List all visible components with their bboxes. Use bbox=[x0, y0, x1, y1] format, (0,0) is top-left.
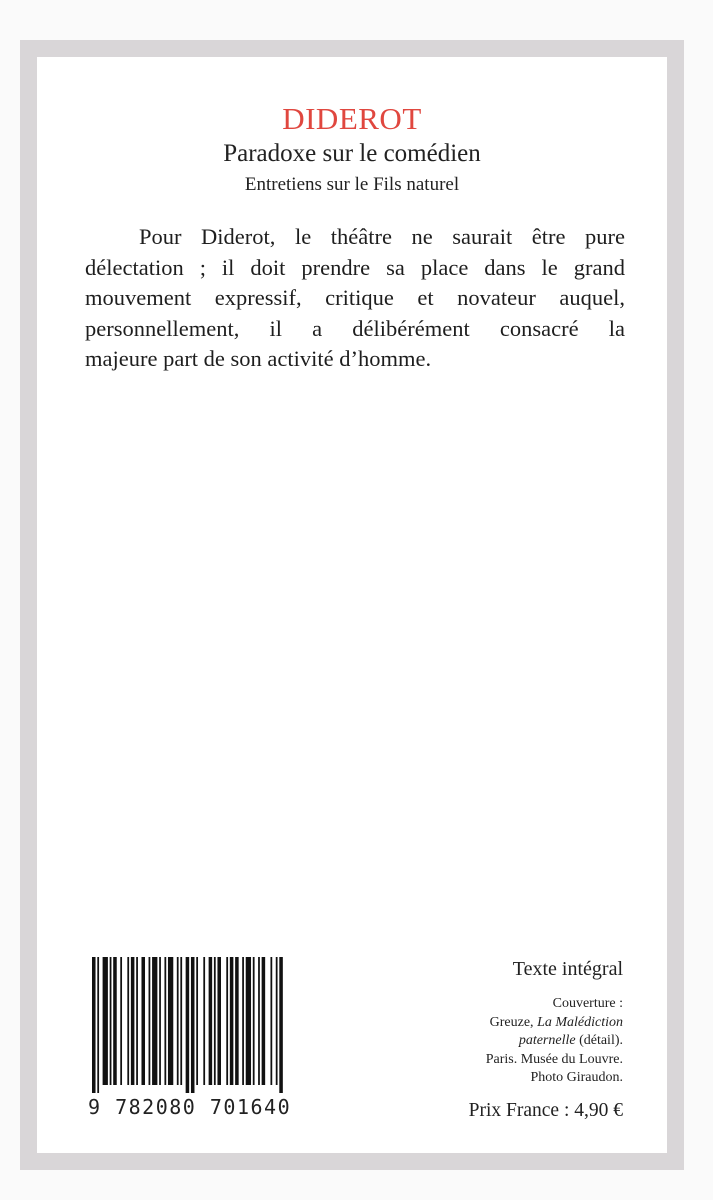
barcode-bar bbox=[262, 957, 266, 1085]
barcode-bar bbox=[253, 957, 255, 1085]
barcode-bar bbox=[110, 957, 112, 1085]
barcode-bar bbox=[246, 957, 251, 1085]
blurb-line: majeure part de son activité d’homme. bbox=[85, 346, 432, 371]
credits-artist: Greuze, bbox=[489, 1014, 534, 1030]
barcode-bar bbox=[136, 957, 138, 1085]
credits-detail: (détail). bbox=[579, 1033, 623, 1048]
barcode-bar bbox=[127, 957, 129, 1085]
barcode-bar bbox=[177, 957, 179, 1085]
barcode-bar bbox=[279, 957, 283, 1093]
barcode-bar bbox=[103, 957, 108, 1085]
barcode-bar bbox=[180, 957, 182, 1085]
barcode-bar bbox=[149, 957, 151, 1085]
blurb-line: Pour Diderot, le théâtre ne saurait être pure bbox=[139, 224, 625, 249]
blurb-line: personnellement, il a délibérément consacré la bbox=[85, 315, 625, 341]
barcode-bar bbox=[242, 957, 244, 1085]
credits-photo: Photo Giraudon. bbox=[530, 1070, 623, 1085]
barcode-bar bbox=[270, 957, 272, 1085]
barcode-bar bbox=[120, 957, 122, 1085]
barcode-bar bbox=[217, 957, 221, 1085]
price-label: Prix France : 4,90 € bbox=[468, 1100, 623, 1121]
blurb-line: mouvement expressif, critique et novateur auquel, bbox=[85, 285, 625, 310]
barcode-bar bbox=[203, 957, 205, 1085]
barcode-bar bbox=[92, 957, 96, 1093]
barcode-bar bbox=[235, 957, 239, 1085]
credits-label: Couverture : bbox=[552, 996, 623, 1011]
barcode-bar bbox=[209, 957, 213, 1085]
barcode-bar bbox=[196, 957, 198, 1085]
barcode bbox=[88, 957, 318, 1117]
barcode-bar bbox=[159, 957, 161, 1085]
blurb-text bbox=[85, 222, 625, 375]
back-cover-panel bbox=[37, 57, 667, 1153]
barcode-bar bbox=[230, 957, 234, 1085]
barcode-bar bbox=[131, 957, 135, 1085]
barcode-bar bbox=[226, 957, 228, 1085]
barcode-bar bbox=[164, 957, 166, 1085]
barcode-bar bbox=[97, 957, 99, 1093]
author-name: DIDEROT bbox=[282, 101, 422, 136]
barcode-bar bbox=[186, 957, 190, 1093]
credits-artwork-line bbox=[403, 1014, 623, 1033]
barcode-bar bbox=[191, 957, 195, 1093]
blurb-line: délectation ; il doit prendre sa place dans le grand bbox=[85, 254, 625, 280]
barcode-bar bbox=[214, 957, 216, 1085]
barcode-bar bbox=[141, 957, 145, 1085]
barcode-bar bbox=[276, 957, 278, 1085]
barcode-bar bbox=[152, 957, 157, 1085]
barcode-bar bbox=[113, 957, 117, 1085]
credits-artwork-title-2: paternelle bbox=[518, 1033, 576, 1048]
credits-artwork-title: La Malédiction bbox=[537, 1014, 623, 1030]
book-subtitle: Entretiens sur le Fils naturel bbox=[244, 174, 460, 195]
book-title: Paradoxe sur le comédien bbox=[223, 140, 481, 167]
barcode-bar bbox=[258, 957, 260, 1085]
isbn-number: 9 782080 701640 bbox=[88, 1095, 292, 1119]
barcode-icon bbox=[88, 957, 318, 1093]
edition-note: Texte intégral bbox=[512, 958, 623, 980]
cover-credits bbox=[403, 995, 623, 1088]
credits-artwork-line-2 bbox=[403, 1032, 623, 1051]
barcode-bar bbox=[168, 957, 173, 1085]
credits-location: Paris. Musée du Louvre. bbox=[485, 1051, 623, 1067]
